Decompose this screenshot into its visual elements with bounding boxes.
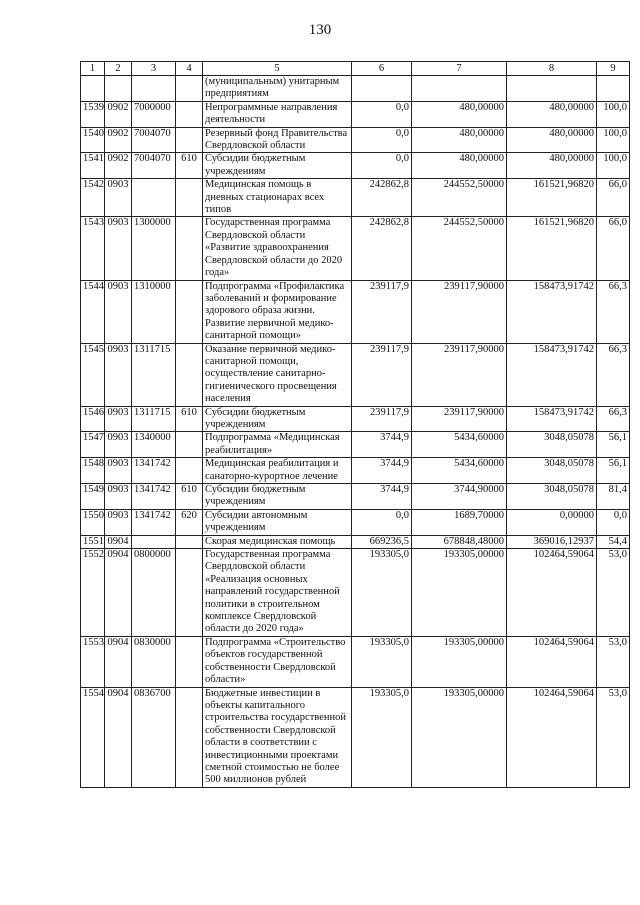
expense-type-cell [176,101,203,127]
table-row [81,280,630,343]
value-col6-cell: 0,0 [352,101,412,127]
article-code-cell: 7000000 [132,101,176,127]
item-name-cell: Подпрограмма «Профилактика заболеваний и формирование здорового образа жизни. Развитие первичной медико-санитарной помощи» [203,280,352,343]
article-code-cell: 7004070 [132,127,176,153]
value-col7-cell: 239117,90000 [412,343,507,406]
expense-type-cell: 620 [176,509,203,535]
item-name-cell: Подпрограмма «Строительство объектов государственной собственности Свердловской области» [203,636,352,687]
item-name-cell: Медицинская реабилитация и санаторно-курортное лечение [203,458,352,484]
section-code-cell: 0903 [105,179,132,217]
item-name-cell: Государственная программа Свердловской области «Реализация основных направлений государственной политики в строительном комплексе Свердловской области до 2020 года» [203,549,352,637]
article-code-cell: 1300000 [132,217,176,280]
item-name-cell: Субсидии бюджетным учреждениям [203,406,352,432]
value-col8-cell: 0,00000 [507,509,597,535]
table-row [81,101,630,127]
value-col7-cell: 193305,00000 [412,687,507,787]
budget-table [80,61,630,788]
article-code-cell [132,535,176,548]
row-number-cell: 1542 [81,179,105,217]
table-row [81,179,630,217]
article-code-cell: 7004070 [132,153,176,179]
header-cell: 4 [176,62,203,76]
value-col7-cell: 193305,00000 [412,636,507,687]
section-code-cell: 0902 [105,153,132,179]
article-code-cell: 0836700 [132,687,176,787]
row-number-cell: 1549 [81,484,105,510]
value-col7-cell [412,76,507,102]
percent-cell: 66,0 [597,217,630,280]
value-col6-cell: 239117,9 [352,343,412,406]
value-col8-cell: 161521,96820 [507,179,597,217]
table-row [81,687,630,787]
table-row [81,76,630,102]
section-code-cell: 0903 [105,509,132,535]
value-col7-cell: 5434,60000 [412,458,507,484]
row-number-cell [81,76,105,102]
item-name-cell: Субсидии автономным учреждениям [203,509,352,535]
percent-cell: 66,3 [597,406,630,432]
value-col7-cell: 3744,90000 [412,484,507,510]
value-col6-cell: 242862,8 [352,179,412,217]
percent-cell: 66,0 [597,179,630,217]
item-name-cell: Бюджетные инвестиции в объекты капитального строительства государственной собственности Свердловской области в соответствии с инвестиционными проектами сметной стоимостью не более 500 миллионов рублей [203,687,352,787]
header-cell: 3 [132,62,176,76]
percent-cell: 100,0 [597,153,630,179]
percent-cell: 81,4 [597,484,630,510]
value-col6-cell: 669236,5 [352,535,412,548]
table-row [81,217,630,280]
item-name-cell: Государственная программа Свердловской области «Развитие здравоохранения Свердловской области до 2020 года» [203,217,352,280]
row-number-cell: 1548 [81,458,105,484]
header-row [81,62,630,76]
value-col8-cell: 480,00000 [507,101,597,127]
value-col7-cell: 244552,50000 [412,217,507,280]
expense-type-cell [176,636,203,687]
value-col8-cell: 480,00000 [507,127,597,153]
section-code-cell: 0904 [105,687,132,787]
value-col8-cell: 158473,91742 [507,343,597,406]
header-cell: 2 [105,62,132,76]
article-code-cell: 0830000 [132,636,176,687]
row-number-cell: 1552 [81,549,105,637]
value-col6-cell: 0,0 [352,153,412,179]
section-code-cell: 0902 [105,101,132,127]
percent-cell: 0,0 [597,509,630,535]
value-col6-cell: 0,0 [352,509,412,535]
section-code-cell: 0903 [105,432,132,458]
header-cell: 6 [352,62,412,76]
percent-cell: 66,3 [597,343,630,406]
value-col8-cell: 102464,59064 [507,549,597,637]
item-name-cell: Оказание первичной медико-санитарной помощи, осуществление санитарно-гигиенического просвещения населения [203,343,352,406]
item-name-cell: Медицинская помощь в дневных стационарах всех типов [203,179,352,217]
section-code-cell: 0903 [105,343,132,406]
value-col7-cell: 244552,50000 [412,179,507,217]
table-body [81,76,630,788]
value-col8-cell: 3048,05078 [507,484,597,510]
expense-type-cell [176,458,203,484]
article-code-cell: 1310000 [132,280,176,343]
section-code-cell: 0904 [105,549,132,637]
value-col7-cell: 193305,00000 [412,549,507,637]
value-col6-cell: 239117,9 [352,406,412,432]
section-code-cell: 0904 [105,636,132,687]
expense-type-cell [176,343,203,406]
item-name-cell: Подпрограмма «Медицинская реабилитация» [203,432,352,458]
row-number-cell: 1553 [81,636,105,687]
value-col7-cell: 480,00000 [412,127,507,153]
table-row [81,535,630,548]
article-code-cell [132,179,176,217]
value-col6-cell [352,76,412,102]
value-col7-cell: 239117,90000 [412,280,507,343]
row-number-cell: 1545 [81,343,105,406]
row-number-cell: 1551 [81,535,105,548]
value-col7-cell: 1689,70000 [412,509,507,535]
percent-cell: 54,4 [597,535,630,548]
value-col8-cell: 102464,59064 [507,687,597,787]
value-col8-cell: 369016,12937 [507,535,597,548]
value-col8-cell [507,76,597,102]
value-col6-cell: 239117,9 [352,280,412,343]
expense-type-cell [176,76,203,102]
expense-type-cell [176,535,203,548]
table-row [81,509,630,535]
expense-type-cell [176,179,203,217]
percent-cell: 56,1 [597,432,630,458]
value-col6-cell: 3744,9 [352,484,412,510]
row-number-cell: 1543 [81,217,105,280]
row-number-cell: 1550 [81,509,105,535]
percent-cell: 53,0 [597,549,630,637]
table-row [81,636,630,687]
value-col7-cell: 239117,90000 [412,406,507,432]
item-name-cell: Субсидии бюджетным учреждениям [203,153,352,179]
section-code-cell: 0903 [105,280,132,343]
section-code-cell [105,76,132,102]
article-code-cell [132,76,176,102]
section-code-cell: 0903 [105,217,132,280]
value-col8-cell: 158473,91742 [507,406,597,432]
value-col8-cell: 480,00000 [507,153,597,179]
value-col7-cell: 480,00000 [412,101,507,127]
table-row [81,127,630,153]
percent-cell [597,76,630,102]
value-col6-cell: 0,0 [352,127,412,153]
article-code-cell: 1340000 [132,432,176,458]
item-name-cell: Субсидии бюджетным учреждениям [203,484,352,510]
table-row [81,343,630,406]
table-row [81,458,630,484]
article-code-cell: 1341742 [132,484,176,510]
value-col8-cell: 3048,05078 [507,458,597,484]
header-cell: 9 [597,62,630,76]
expense-type-cell [176,432,203,458]
article-code-cell: 1341742 [132,509,176,535]
expense-type-cell: 610 [176,484,203,510]
expense-type-cell [176,280,203,343]
percent-cell: 100,0 [597,101,630,127]
row-number-cell: 1541 [81,153,105,179]
expense-type-cell: 610 [176,153,203,179]
value-col7-cell: 480,00000 [412,153,507,179]
section-code-cell: 0903 [105,484,132,510]
page-number: 130 [308,22,332,38]
value-col8-cell: 102464,59064 [507,636,597,687]
table-row [81,549,630,637]
item-name-cell: Резервный фонд Правительства Свердловской области [203,127,352,153]
value-col8-cell: 161521,96820 [507,217,597,280]
table-row [81,432,630,458]
row-number-cell: 1540 [81,127,105,153]
percent-cell: 66,3 [597,280,630,343]
expense-type-cell [176,127,203,153]
value-col6-cell: 193305,0 [352,549,412,637]
expense-type-cell [176,687,203,787]
value-col8-cell: 3048,05078 [507,432,597,458]
expense-type-cell [176,549,203,637]
percent-cell: 100,0 [597,127,630,153]
article-code-cell: 1311715 [132,343,176,406]
header-cell: 7 [412,62,507,76]
value-col7-cell: 678848,48000 [412,535,507,548]
value-col6-cell: 3744,9 [352,458,412,484]
percent-cell: 53,0 [597,636,630,687]
percent-cell: 56,1 [597,458,630,484]
header-cell: 8 [507,62,597,76]
value-col6-cell: 193305,0 [352,636,412,687]
row-number-cell: 1547 [81,432,105,458]
value-col7-cell: 5434,60000 [412,432,507,458]
row-number-cell: 1546 [81,406,105,432]
table-row [81,406,630,432]
section-code-cell: 0903 [105,458,132,484]
article-code-cell: 1311715 [132,406,176,432]
section-code-cell: 0904 [105,535,132,548]
item-name-cell: Скорая медицинская помощь [203,535,352,548]
article-code-cell: 1341742 [132,458,176,484]
value-col8-cell: 158473,91742 [507,280,597,343]
article-code-cell: 0800000 [132,549,176,637]
value-col6-cell: 3744,9 [352,432,412,458]
item-name-cell: Непрограммные направления деятельности [203,101,352,127]
row-number-cell: 1544 [81,280,105,343]
header-cell: 1 [81,62,105,76]
value-col6-cell: 193305,0 [352,687,412,787]
value-col6-cell: 242862,8 [352,217,412,280]
header-cell: 5 [203,62,352,76]
percent-cell: 53,0 [597,687,630,787]
expense-type-cell: 610 [176,406,203,432]
expense-type-cell [176,217,203,280]
item-name-cell: (муниципальным) унитарным предприятиям [203,76,352,102]
row-number-cell: 1539 [81,101,105,127]
section-code-cell: 0903 [105,406,132,432]
table-row [81,153,630,179]
row-number-cell: 1554 [81,687,105,787]
section-code-cell: 0902 [105,127,132,153]
table-row [81,484,630,510]
